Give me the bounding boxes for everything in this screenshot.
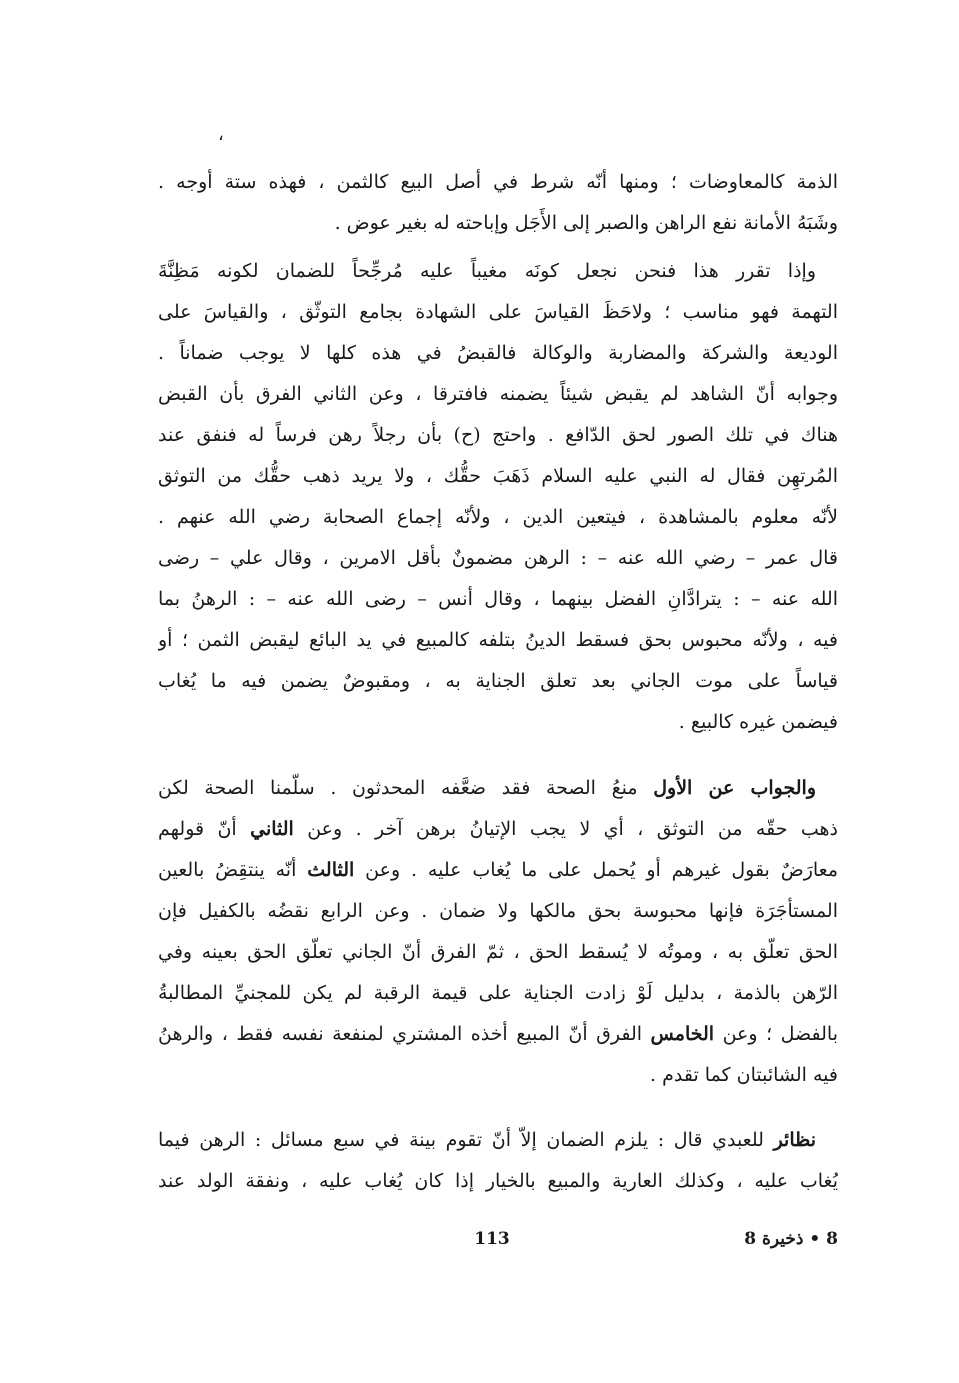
bold-term: الثالث <box>307 859 355 881</box>
stray-mark: ، <box>218 124 224 145</box>
text-line: فيضمن غيره كالبيع . <box>678 711 838 733</box>
text-line: المُرتهِن فقال له النبي عليه السلام ذَهَبَ حقُّك ، ولا يريد ذهب حقُّك من التوثق <box>158 465 838 487</box>
signature-mark: 8 • ذخيرة 8 <box>744 1229 838 1249</box>
text-line: فيه الشائبتان كما تقدم . <box>650 1064 838 1086</box>
text-line: المستأجَرَة فإنها محبوسة بحق مالكها ولا ضمان . وعن الرابع نقضُه بالكفيل فإن <box>158 900 838 922</box>
bold-term: الثاني <box>250 818 294 840</box>
bold-term: والجواب عن الأول <box>653 777 816 799</box>
text-line: وجوابه أنّ الشاهد لم يقبض شيئاً يضمنه فافترقا ، وعن الثاني الفرق بأن القبض <box>158 383 838 405</box>
text-line: هناك في تلك الصور لحق الدّافع . واحتج (ح) بأن رجلاً رهن فرساً له فنفق عند <box>158 424 838 446</box>
paragraph-3 <box>158 768 838 1096</box>
paragraph-4 <box>158 1120 838 1202</box>
text-line: فيه ، ولأنّه محبوس بحق فسقط الدينُ بتلفه كالمبيع في يد البائع ليقبض الثمن ؛ أو <box>158 629 838 651</box>
text-line: ذهب حقّه من التوثق ، أي لا يجب الإتيانُ برهن آخر . وعن الثاني أنّ قولهم <box>158 818 838 840</box>
text-line: نظائر للعبدي قال : يلزم الضمان إلاّ أنّ تقوم بينة في سبع مسائل : الرهن فيما <box>158 1129 816 1151</box>
text-line: قال عمر – رضي الله عنه – : الرهن مضمونٌ بأقل الامرين ، وقال علي – رضى <box>158 547 838 569</box>
text-line: معارَضٌ بقول غيرهم أو يُحمل على ما يُغاب عليه . وعن الثالث أنّه ينتقِضُ بالعين <box>158 859 838 881</box>
text-line: الحق تعلّق به ، وموتُه لا يُسقط الحق ، ثمّ الفرق أنّ الجاني تعلّق الحق بعينه وفي <box>158 941 838 963</box>
text-line: والجواب عن الأول منعُ الصحة فقد ضعَّفه المحدثون . سلّمنا الصحة لكن <box>158 777 816 799</box>
text-line: الله عنه – : يترادَّانِ الفضل بينهما ، وقال أنس – رضى الله عنه – : الرهنُ بما <box>158 588 838 610</box>
text-line: بالفضل ؛ وعن الخامس الفرق أنّ المبيع أخذه المشتري لمنفعة نفسه فقط ، والرهنُ <box>158 1023 838 1045</box>
text-line: وإذا تقرر هذا فنحن نجعل كونَه مغيباً عليه مُرجِّحاً للضمان لكونه مَظِنَّةَ <box>158 260 816 282</box>
text-line: الرّهن بالذمة ، بدليل لَوْ زادت الجناية على قيمة الرقبة لم يكن للمجنيِّ المطالبةُ <box>158 982 838 1004</box>
text-line: يُغاب عليه ، وكذلك العارية والمبيع بالخيار إذا كان يُغاب عليه ، ونفقة الولد عند <box>158 1170 838 1192</box>
paragraph-1 <box>158 162 838 244</box>
text-line: لأنّه معلوم بالمشاهدة ، فيتعين الدين ، ولأنّه إجماع الصحابة رضي الله عنهم . <box>158 506 838 528</box>
page-number: 113 <box>474 1229 510 1249</box>
text-line: الوديعة والشركة والمضاربة والوكالة فالقبضُ في هذه كلها لا يوجب ضماناً . <box>158 342 838 364</box>
bold-term: نظائر <box>773 1129 816 1151</box>
paragraph-2 <box>158 251 838 743</box>
text-line: وشَبَهُ الأمانة نفع الراهن والصبر إلى الأَجَل وإباحته له بغير عوض . <box>334 212 838 234</box>
text-line: الذمة كالمعاوضات ؛ ومنها أنّه شرط في أصل البيع كالثمن ، فهذه ستة أوجه . <box>158 171 838 193</box>
bold-term: الخامس <box>650 1023 715 1045</box>
text-line: التهمة فهو مناسب ؛ ولاحَظَ القياسَ على الشهادة بجامع التوثّق ، والقياسَ على <box>158 301 838 323</box>
text-line: قياساً على موت الجاني بعد تعلق الجناية به ، ومقبوضٌ يضمن فيه ما يُغاب <box>158 670 838 692</box>
